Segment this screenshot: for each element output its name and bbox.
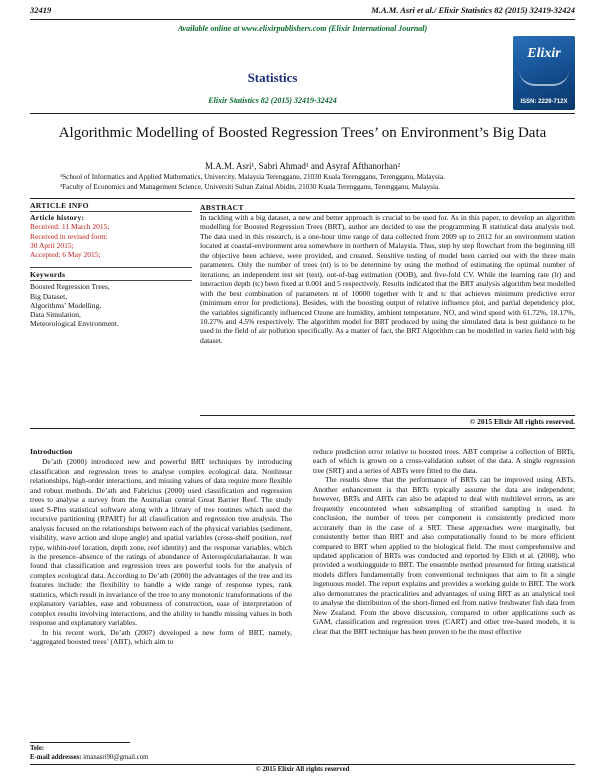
keyword-item: Meteorological Environment.: [30, 319, 119, 329]
keyword-item: Boosted Regression Trees,: [30, 282, 110, 292]
body-paragraph: The results show that the performance of BRTs can be improved using ABTs. Another enhancement is that BRTs typically assume the data are independent; however, BRTs and ABTs can also be adapted to deal with multilevel errors, as are frequently encountered when subsampling of stratified sampling is used. In conclusion, the number of trees per component is consistently predicted more accurately than in the case of a SRT. These approaches were marginally, but consistently better than BRT and also computationally found to be more efficient compared to BRT when applied to the biological field. The most comprehensive and updated application of BRTs was conducted and reported by Elith et al. (2008), who provided a workingguide to BRT. The ensemble method presented for fitting statistical models differs fundamentally from conventional techniques that aim to fit a single ingenuous model. The report explains and provides a working guide to BRT. The work also demonstrates the practicalities and advantages of using BRT as an analytical tool to analyse the distribution of the short-finned eel from native freshwater fish data from New Zealand. From the above discussion, compared to other applications such as GAM, classification and regression trees (CART) and other tree-based models, it is clear that the BRT technique has been proven to be the most effective: [313, 475, 575, 636]
footer-rule: [30, 764, 575, 765]
elixir-logo: [513, 36, 575, 110]
article-info-heading: ARTICLE INFO: [30, 201, 89, 210]
keyword-item: Big Dataset,: [30, 291, 68, 301]
body-left-column: [30, 447, 292, 647]
history-received: Received: 11 March 2015;: [30, 222, 110, 232]
footnote-email: [30, 754, 148, 761]
header-citation: M.A.M. Asri et al./ Elixir Statistics 82 (2015) 32419-32424: [371, 5, 575, 15]
journal-banner: [30, 36, 575, 112]
abstract-heading: ABSTRACT: [200, 203, 244, 212]
author-list: M.A.M. Asri¹, Sabri Ahmad¹ and Asyraf Afthanorhan²: [204, 161, 401, 171]
email-label: E-mail addresses:: [30, 754, 82, 761]
abstract-copyright: © 2015 Elixir All rights reserved.: [469, 417, 575, 426]
keywords-label: Keywords: [30, 270, 66, 280]
logo-issn: ISSN: 2229-712X: [520, 99, 568, 105]
journal-title: Statistics: [247, 70, 298, 85]
article-info-divider: [30, 211, 192, 212]
abstract-bottom-rule: [200, 415, 575, 416]
online-availability: Available online at www.elixirpublishers.com (Elixir International Journal): [177, 24, 428, 33]
frontmatter-rule: [30, 198, 575, 199]
email-address: imanasri90@gmail.com: [83, 754, 149, 761]
logo-wave-icon: [519, 70, 569, 86]
footnote-tele: Tele:: [30, 745, 45, 752]
footnote-rule: [30, 742, 130, 743]
article-info: [30, 201, 192, 328]
keyword-item: Algorithms’ Modelling,: [30, 300, 102, 310]
footer-copyright: © 2015 Elixir All rights reserved: [255, 766, 350, 773]
body-paragraph: reduce prediction error relative to boosted trees. ABT comprise a collection of BRTs, each of which is grown on a cross-validation subset of the data. A single regression tree (SRT) and a series of ABTs were fitted to the data.: [313, 447, 575, 475]
affiliation-2: ²Faculty of Economics and Management Science, Universiti Sultan Zainal Abidin, 21030 Kuala Terengganu, Terengganu, Malaysia.: [60, 183, 440, 191]
keywords-underline: [30, 280, 192, 281]
keywords-divider: [30, 267, 192, 268]
history-accepted: Accepted: 6 May 2015;: [30, 250, 101, 260]
history-revised-date: 30 April 2015;: [30, 240, 74, 250]
body-right-column: [313, 447, 575, 636]
body-paragraph: In his recent work, De’ath (2007) developed a new form of BRT, namely, ‘aggregated boosted trees’ (ABT), which aim to: [30, 627, 292, 647]
issue-line: Elixir Statistics 82 (2015) 32419-32424: [208, 96, 337, 105]
keyword-item: Data Simulation,: [30, 310, 81, 320]
abstract-text: In tackling with a big dataset, a new and better approach is crucial to be used for. As in this paper, to develop an algorithm modelling for Boosted Regression Trees (BRT), author are decided to use the programming R statistical data analysis tool. The data used in this research, is a one-hour time range of data collected from 2009 up to 2012 for an environment station located at coastal-environment area somewhere in northern of Malaysia. Thus, step by step flowchart from the beginning till the objective been achieve, were provided, and created. Sensitive testing of model been carried out with the three main parameters. Only the number of trees (nt) is to be determine by using the method of estimating the optimal number of iterations; an independent test set (test), out-of-bag estimation (OOB), and five-fold CV. While the learning rate (lr) and interaction depth (tc) been fixed at 0.001 and 5 respectively. Results indicated that the BRT analysis algorithm best modelled with the best combination of parameters nt of 10000 together with lr and tc that achieves minimum predictive error (minimum error for predictions). Besides, with the boosting output of relative influence plot, and partial dependency plot, the variables significantly influenced Ozone are humidity, ambient temperature, NO, and wind speed with 61.72%, 18.17%, 10.27% and 4.5% respectively. The algorithm model for BRT produced by using the simulated data is best guidance to be used in the field of air pollution specifically. As a matter of fact, the BRT Algorithm can be modelled in varies field with big dataset.: [200, 213, 575, 345]
affiliation-1: ¹School of Informatics and Applied Mathematics, Univercity, Malaysia Terengganu, 21030 Kuala Terengganu, Terengganu, Malaysia.: [60, 173, 445, 181]
page-number: 32419: [30, 5, 52, 15]
banner-rule: [30, 113, 575, 114]
running-header: [30, 5, 575, 19]
body-paragraph: De’ath (2000) introduced new and powerful BRT techniques by introducing classification and regression trees to analyse complex ecological data. Nonlinear relationships, high-order interactions, and missing values of data require more flexible and robust methods. De’ath and Fabricius (2000) used classification and regression trees to analyse a survey from the Australian central Great Barrier Reef. The study used S-Plus statistical software along with a library of tree routines which used the recursive partitioning (RPART) for all classification and regression tree analysis. The analysis focused on the relationships between each of the physical variables (sediment, visibility, wave action and slope angle) and spatial variables (cross-shelf position, reef type, within-reef location, depth zone, reef identity) and the response variables, which is the presence–absence of the ratings of abundance of Asterospicularialaurae. It was found that classification and regression trees are powerful tools for the analysis of complex ecological data. According to De’ath (2000) the advantages of the tree and its features include: the flexibility to handle a wide range of response types, rank statistics, which result in invariance of the tree to any monotonic transformations of the explanatory variables, ease and robustness of construction, ease of interpretation of complex results involving interactions, and the ability to handle missing values in both response and explanatory variables.: [30, 457, 293, 628]
logo-name: Elixir: [527, 46, 561, 61]
paper-title: Algorithmic Modelling of Boosted Regression Trees’ on Environment’s Big Data: [58, 125, 547, 141]
history-label: Article history:: [30, 213, 85, 223]
introduction-heading: Introduction: [30, 447, 73, 456]
history-revised-label: Received in revised form:: [30, 231, 108, 241]
header-rule: [30, 19, 575, 20]
body-top-rule: [30, 428, 575, 429]
